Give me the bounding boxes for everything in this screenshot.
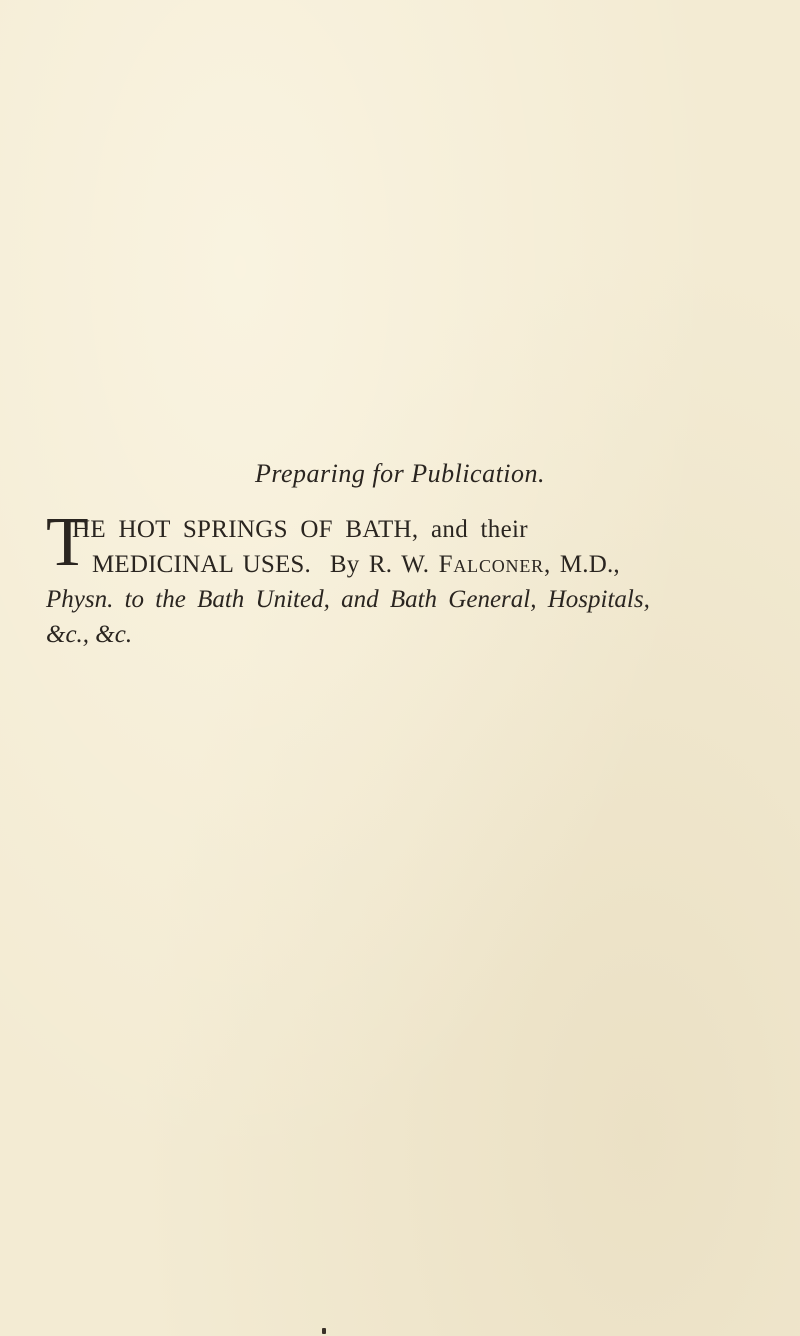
- author-name: Falconer: [438, 551, 544, 578]
- book-title-text: HE HOT SPRINGS OF BATH, and their: [72, 516, 528, 543]
- ink-speck: [322, 1328, 326, 1334]
- notice-line-2: [46, 547, 766, 582]
- notice-line-4: &c., &c.: [46, 621, 133, 648]
- notice-line-3: Physn. to the Bath United, and Bath General, Hospitals,: [46, 586, 650, 613]
- advertisement-heading: Preparing for Publication.: [254, 459, 546, 488]
- byline-text: By R. W.: [329, 551, 430, 578]
- publication-notice: [46, 504, 766, 652]
- author-credentials: , M.D.,: [543, 551, 620, 578]
- drop-cap-letter: T: [46, 504, 90, 581]
- book-subtitle-text: MEDICINAL USES.: [92, 551, 311, 578]
